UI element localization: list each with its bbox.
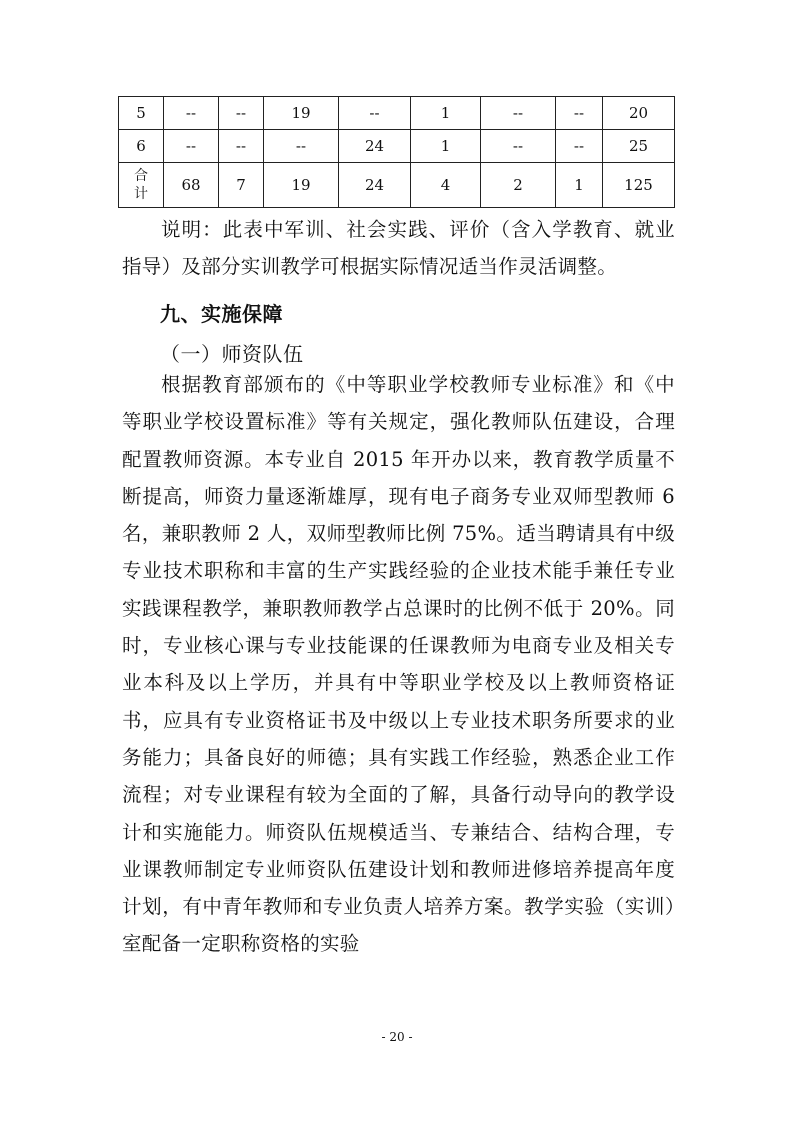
table-row bbox=[119, 130, 675, 163]
table-cell: 19 bbox=[264, 163, 339, 208]
table-cell: 19 bbox=[264, 97, 339, 130]
table-cell: -- bbox=[339, 97, 411, 130]
table-cell: -- bbox=[164, 130, 219, 163]
table-cell: 4 bbox=[411, 163, 481, 208]
table-cell: -- bbox=[264, 130, 339, 163]
table-cell: -- bbox=[481, 130, 556, 163]
table-cell: 20 bbox=[603, 97, 675, 130]
body-paragraph: 根据教育部颁布的《中等职业学校教师专业标准》和《中等职业学校设置标准》等有关规定，强化教师队伍建设，合理配置教师资源。本专业自 2015 年开办以来，教育教学质量不断提高，师资力量逐渐雄厚，现有电子商务专业双师型教师 6 名，兼职教师 2 人，双师型教师比例 75%。适当聘请具有中级专业技术职称和丰富的生产实践经验的企业技术能手兼任专业实践课程教学，兼职教师教学占总课时的比例不低于 20%。同时，专业核心课与专业技能课的任课教师为电商专业及相关专业本科及以上学历，并具有中等职业学校及以上教师资格证书，应具有专业资格证书及中级以上专业技术职务所要求的业务能力；具备良好的师德；具有实践工作经验，熟悉企业工作流程；对专业课程有较为全面的了解，具备行动导向的教学设计和实施能力。师资队伍规模适当、专兼结合、结构合理，专业课教师制定专业师资队伍建设计划和教师进修培养提高年度计划，有中青年教师和专业负责人培养方案。教学实验（实训）室配备一定职称资格的实验 bbox=[122, 373, 675, 956]
table-cell: 7 bbox=[219, 163, 264, 208]
table-cell: 6 bbox=[119, 130, 164, 163]
table-cell: 24 bbox=[339, 130, 411, 163]
table-cell: 2 bbox=[481, 163, 556, 208]
table-cell: -- bbox=[219, 130, 264, 163]
table-note: 说明：此表中军训、社会实践、评价（含入学教育、就业指导）及部分实训教学可根据实际情况适当作灵活调整。 bbox=[122, 218, 675, 279]
table-cell: 1 bbox=[411, 97, 481, 130]
table-cell: 5 bbox=[119, 97, 164, 130]
table-cell: -- bbox=[481, 97, 556, 130]
table-cell: 24 bbox=[339, 163, 411, 208]
table-cell: 68 bbox=[164, 163, 219, 208]
table-cell: 125 bbox=[603, 163, 675, 208]
credit-table bbox=[118, 96, 675, 208]
table-row bbox=[119, 97, 675, 130]
table-cell: -- bbox=[556, 97, 603, 130]
table-cell: 1 bbox=[411, 130, 481, 163]
table-cell-total-label: 合计 bbox=[119, 163, 164, 208]
table-cell: 1 bbox=[556, 163, 603, 208]
section-heading: 九、实施保障 bbox=[160, 302, 283, 326]
table-cell: -- bbox=[164, 97, 219, 130]
subsection-heading: （一）师资队伍 bbox=[160, 342, 304, 366]
table-cell: -- bbox=[556, 130, 603, 163]
table-cell: 25 bbox=[603, 130, 675, 163]
page-number: - 20 - bbox=[381, 1030, 413, 1044]
table-row-total bbox=[119, 163, 675, 208]
table-cell: -- bbox=[219, 97, 264, 130]
